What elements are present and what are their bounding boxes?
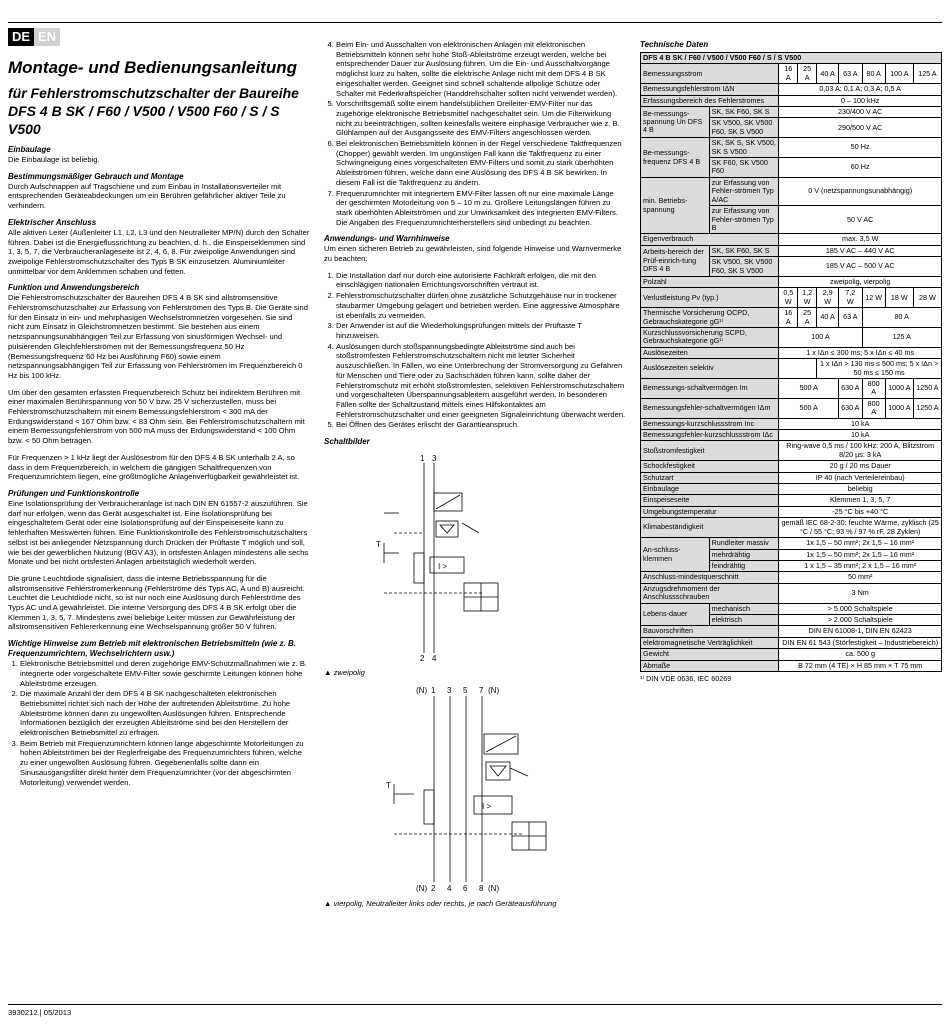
spec-value: 125 A <box>913 64 941 84</box>
language-switch <box>8 28 60 46</box>
spec-value: 7,2 W <box>839 288 862 308</box>
spec-label: Schockfestigkeit <box>641 461 779 472</box>
spec-value: 1x 1,5 – 50 mm²; 2x 1,5 – 16 mm² <box>779 549 942 560</box>
wichtig-list-continued <box>324 40 626 227</box>
tech-table <box>640 52 942 672</box>
spec-value: 100 A <box>779 327 862 347</box>
spec-value: 40 A <box>817 64 839 84</box>
d2-bottom-4: 4 <box>447 884 452 894</box>
spec-value: 60 Hz <box>779 158 942 178</box>
section-paragraph: Durch Aufschnappen auf Tragschiene und zum Einbau in Installationsverteiler mit entsprechenden Geräteabdeckungen um ein Berühren gefährlicher aktiver Teile zu verhindern. <box>8 181 286 211</box>
spec-label: elektrisch <box>709 614 779 625</box>
spec-value: > 2.000 Schaltspiele <box>779 614 942 625</box>
spec-label: An-schluss-klemmen <box>641 538 710 572</box>
column-3 <box>640 40 942 683</box>
spec-value: 25 A <box>798 308 817 328</box>
spec-label: Bemessungsfehlerstrom IΔN <box>641 84 779 95</box>
spec-value: 1 x IΔn > 130 ms ≤ 500 ms; 5 x IΔn > 50 ms ≤ 150 ms <box>817 359 942 379</box>
spec-label: SK F60, SK V500 F60 <box>709 158 779 178</box>
spec-label: min. Betriebs-spannung <box>641 177 710 233</box>
wichtig-item: 3. Beim Betrieb mit Frequenzumrichtern können lange abgeschirmte Motorleitungen zu hohen Ableitströmen bei der Reglerfreigabe des Frequenzumrichters führen, welche zu einer ungewollten Auslösung führen. Gegebenenfalls sollte dann ein Sinusausgangsfilter direkt hinter dem Frequenzumrichter (vor der abgeschirmten Motorleitung) verwendet werden. <box>20 739 310 788</box>
spec-value: 10 kA <box>779 418 942 429</box>
spec-label: Be-messungs-spannung Un DFS 4 B <box>641 107 710 138</box>
wichtig-item: 7. Frequenzumrichter mit integriertem EMV-Filter lassen oft nur eine maximale Länge der geschirmten Motorleitung von 5 – 10 m zu. Größere Leitungslängen führen zu stark überhöhten Ableitströmen und zur Unwirksamkeit des integrierten EMV-Filters. Die Angaben des Frequenzumrichterherstellers sind unbedingt zu beachten. <box>336 189 626 228</box>
wichtig-item: 6. Bei elektronischen Betriebsmitteln können in der Regel verschiedene Taktfrequenzen (Chopper) gewählt werden. Im ungünstigen Fall kann die Taktfrequenz zu einer Schwingneigung eines vorgeschalteten EMV-Filters und somit zu stark überhöhten Ableitströmen führen, welche dann eine Auslösung des DFS 4 B SK bewirken. In diesem Fall ist die Taktfrequenz zu ändern. <box>336 139 626 188</box>
warnhinweise-intro: Um einen sicheren Betrieb zu gewährleisten, sind folgende Hinweise und Warnvermerke zu beachten: <box>324 244 622 264</box>
spec-label: Lebens-dauer <box>641 603 710 626</box>
spec-label: SK, SK F60, SK S <box>709 245 779 256</box>
section-paragraph: Eine Isolationsprüfung der Verbraucheranlage ist nach DIN EN 61557-2 auszuführen. Sie darf nur erfolgen, wenn das Gerät ausgeschaltet ist. Eine Isolationsprüfung bei eingeschaltetem Gerät oder eine Isolationsprüfung auf der Einspeiseseite kann zu fehlerhaften Messwerten führen. Eine Funktionskontrolle des Fehlerstromschutzschalters selbst ist bei anliegender Netzspannung durch Drücken der Prüftaste T möglich und soll, wie bei der gewerblichen Nutzung (BGV A3), in ortsfesten Anlagen mindestens alle sechs Monate und bei nicht ortsfesten Anlagen arbeitstäglich wiederholt werden. <box>8 498 309 567</box>
spec-label: Abmaße <box>641 660 779 671</box>
spec-value: 500 A <box>779 379 839 399</box>
spec-label: zur Erfassung von Fehler-strömen Typ B <box>709 206 779 234</box>
d2-bottom-6: 6 <box>463 884 468 894</box>
spec-value: beliebig <box>779 484 942 495</box>
spec-value: 1 x IΔn ≤ 300 ms; 5 x IΔn ≤ 40 ms <box>779 347 942 358</box>
spec-label: Schutzart <box>641 472 779 483</box>
document-subtitle: für Fehlerstromschutzschalter der Baureihe DFS 4 B SK / F60 / V500 / V500 F60 / S / S V500 <box>8 85 299 137</box>
spec-label: Auslösezeiten <box>641 347 779 358</box>
spec-label: Anzugsdrehmoment der Anschlussschrauben <box>641 583 779 603</box>
section-paragraph: Für Frequenzen > 1 kHz liegt der Auslösestrom für den DFS 4 B SK unterhalb 2 A, so dass in dem Frequenzbereich, in welchem die gängigen Schaltfrequenzen von Frequenzumrichtern liegen, eine größtmögliche Anlagenverfügbarkeit gewährleistet ist. <box>8 452 300 482</box>
spec-value: 0 V (netzspannungsunabhängig) <box>779 177 942 205</box>
spec-label: Auslösezeiten selektiv <box>641 359 779 379</box>
spec-value: 100 A <box>885 64 913 84</box>
spec-label: SK V500, SK V500 F60, SK S V500 <box>709 257 779 277</box>
warn-item: 1. Die Installation darf nur durch eine autorisierte Fachkraft erfolgen, die mit den einschlägigen nationalen Errichtungsvorschriften vertraut ist. <box>336 271 626 290</box>
spec-value: DIN EN 61008-1, DIN EN 62423 <box>779 626 942 637</box>
d1-I-label: I > <box>438 562 448 572</box>
spec-value: ca. 500 g <box>779 649 942 660</box>
spec-value: 500 A <box>779 398 839 418</box>
warn-item: 4. Auslösungen durch stoßspannungsbedingte Ableitströme sind auch bei stoßstromfesten Fehlerstromschutzschaltern nicht mit letzter Sicherheit auszuschließen. In Fällen, wo eine Unterbrechung der Stromversorgung zu Gefahren für Menschen und Tiere oder zu Sachschäden führen kann, sollte daher der Fehlerstromschutz mit erhöht stoßstromfesten, selektiven Fehlerstromschutzschaltern und vorgeschalteten Überspannungsableitern ausgeführt werden. In besonderen Fällen sollte der Schaltzustand mittels eines Hilfskontaktes am Fehlerstromschutzschalter und einer geeigneten Signaleinrichtung überwacht werden. <box>336 342 626 420</box>
spec-label: Erfassungsbereich des Fehlerstromes <box>641 95 779 106</box>
spec-label: Verlustleistung Pv (typ.) <box>641 288 779 308</box>
spec-value: 50 V AC <box>779 206 942 234</box>
warn-item: 3. Der Anwender ist auf die Wiederholungsprüfungen mittels der Prüftaste T hinzuweisen. <box>336 321 626 340</box>
spec-label: Bemessungs-kurzschlussstrom Inc <box>641 418 779 429</box>
d2-top-1: 1 <box>431 686 436 696</box>
spec-label: Be-messungs-frequenz DFS 4 B <box>641 138 710 178</box>
spec-label: mehrdrähtig <box>709 549 779 560</box>
spec-value: 50 Hz <box>779 138 942 158</box>
diagram-vierpolig <box>364 684 554 894</box>
d2-top-N-right: (N) <box>488 686 500 696</box>
tech-title: Technische Daten <box>640 40 709 49</box>
spec-value: 0,03 A; 0,1 A; 0,3 A; 0,5 A <box>779 84 942 95</box>
spec-value: 10 kA <box>779 430 942 441</box>
spec-label: zur Erfassung von Fehler-strömen Typ A/AC <box>709 177 779 205</box>
spec-value: 25 A <box>798 64 817 84</box>
spec-label: Bemessungsstrom <box>641 64 779 84</box>
spec-value: 18 W <box>885 288 913 308</box>
spec-value: 630 A <box>839 398 862 418</box>
d1-test-T: T <box>376 540 381 550</box>
spec-value: DIN EN 61 543 (Störfestigkeit – Industriebereich) <box>779 637 942 648</box>
spec-value: 0 – 100 kHz <box>779 95 942 106</box>
d1-top-1: 1 <box>420 454 425 464</box>
spec-value: 1250 A <box>913 398 941 418</box>
spec-value: 1,2 W <box>798 288 817 308</box>
spec-value: 12 W <box>862 288 885 308</box>
spec-label: Bauvorschriften <box>641 626 779 637</box>
spec-value: 630 A <box>839 379 862 399</box>
spec-value: 1x 1,5 – 50 mm²; 2x 1,5 – 16 mm² <box>779 538 942 549</box>
spec-label: SK V500, SK V500 F60, SK S V500 <box>709 118 779 138</box>
spec-value: B 72 mm (4 TE) × H 85 mm × T 75 mm <box>779 660 942 671</box>
spec-label: Rundleiter massiv <box>709 538 779 549</box>
wichtig-heading: Wichtige Hinweise zum Betrieb mit elektronischen Betriebsmitteln (wie z. B. Frequenzumrichtern, Wechselrichtern usw.) <box>8 639 296 659</box>
spec-value: 800 A <box>862 379 885 399</box>
wichtig-list <box>8 659 310 787</box>
d1-caption: ▲ zweipolig <box>324 668 365 678</box>
spec-value: 40 A <box>817 308 839 328</box>
section-paragraph: Die Einbaulage ist beliebig. <box>8 155 100 164</box>
spec-label: Einspeiseseite <box>641 495 779 506</box>
schaltbilder-heading: Schaltbilder <box>324 437 370 447</box>
diagram-zweipolig <box>364 453 534 663</box>
spec-label: elektromagnetische Verträglichkeit <box>641 637 779 648</box>
spec-label: Bemessungsfehler-kurzschlussstrom IΔc <box>641 430 779 441</box>
spec-label: Eigenverbrauch <box>641 234 779 245</box>
d2-top-N-left: (N) <box>416 686 428 696</box>
section-paragraph: Die grüne Leuchtdiode signalisiert, dass die interne Betriebsspannung für die allstromsensitive Fehlerstromerkennung (Fehlerströme des Typs AC, A und B) ausreicht. Leuchtet die Leuchtdiode nicht, so ist nur noch eine Auslösung durch Fehlerströme des Typs AC und A gewährleistet. Die interne Versorgung des DFS 4 B SK erfolgt über die Klemmen 1, 3, 5, 7. Mindestens zwei beliebige Leiter müssen zur Gewährleistung der allstromsensitiven Fehlererkennung eine Wechselspannung größer 50 V führen. <box>8 573 305 632</box>
spec-value: 28 W <box>913 288 941 308</box>
spec-value: 1000 A <box>885 379 913 399</box>
spec-value: 50 mm² <box>779 572 942 583</box>
spec-label: Polzahl <box>641 276 779 287</box>
d1-bottom-4: 4 <box>432 654 437 664</box>
spec-label: Klimabeständigkeit <box>641 518 779 538</box>
document-footer: 3930212 | 05/2013 <box>8 1008 72 1017</box>
spec-value: Ring-wave 0,5 ms / 100 kHz: 200 A, Blitzstrom 8/20 µs: 3 kA <box>779 441 942 461</box>
spec-label: SK, SK S, SK V500, SK S V500 <box>709 138 779 158</box>
d2-bottom-2: 2 <box>431 884 436 894</box>
spec-value: 80 A <box>862 308 941 328</box>
spec-value: 16 A <box>779 64 798 84</box>
spec-value: 800 A <box>862 398 885 418</box>
spec-value: 1250 A <box>913 379 941 399</box>
spec-label: Einbaulage <box>641 484 779 495</box>
spec-value: 290/500 V AC <box>779 118 942 138</box>
spec-value: 63 A <box>839 64 862 84</box>
wichtig-item: 4. Beim Ein- und Ausschalten von elektronischen Anlagen mit elektronischen Betriebsmitteln können sehr hohe Stoß-Ableitströme erzeugt werden, welche bei entsprechender Dauer zur Auslösung führen. Um die Ein- und Ausschaltvorgänge möglichst kurz zu halten, sollte die elektrische Anlage nicht mit dem DFS 4 B SK eingeschaltet werden. Geeignet sind schnell schaltende allpolige Schütze oder Schalter mit Federkraftspeicher (Handdrehschalter sollten nicht verwendet werden). <box>336 40 626 98</box>
wichtig-item: 1. Elektronische Betriebsmittel und deren zugehörige EMV-Schutzmaßnahmen wie z. B. integrierte oder vorgeschaltete EMV-Filter sowie geschirmte Leitungen können hohe Ableitströme erzeugen. <box>20 659 310 688</box>
spec-value: 2,9 W <box>817 288 839 308</box>
warn-item: 5. Bei Öffnen des Gerätes erlischt der Garantieanspruch. <box>336 420 626 430</box>
top-rule <box>8 22 942 23</box>
spec-value: Klemmen 1, 3, 5, 7 <box>779 495 942 506</box>
d2-test-T: T <box>386 781 391 791</box>
spec-value: 185 V AC – 440 V AC <box>779 245 942 256</box>
spec-value: 0,5 W <box>779 288 798 308</box>
section-paragraph: Um über den gesamten erfassten Frequenzbereich Schutz bei indirektem Berühren mit einer maximalen Berührspannung von 50 V bzw. 25 V sicherzustellen, muss bei Fehlerstromschutzschaltern mit einem Bemessungsfehlerstrom < 300 mA der Erdungswiderstand < 167 Ohm bzw. < 83 Ohm sein. Bei Fehlerstromschutzschaltern mit einem Bemessungsfehlerstrom von 500 mA muss der Erdungswiderstand < 100 Ohm bzw. < 50 Ohm betragen. <box>8 387 305 446</box>
spec-value: 230/400 V AC <box>779 107 942 118</box>
d1-top-3: 3 <box>432 454 437 464</box>
spec-value: 185 V AC – 500 V AC <box>779 257 942 277</box>
section-heading: Bestimmungsmäßiger Gebrauch und Montage <box>8 171 184 181</box>
section-heading: Prüfungen und Funktionskontrolle <box>8 488 140 498</box>
spec-value: IP 40 (nach Verteilereinbau) <box>779 472 942 483</box>
spec-value: > 5.000 Schaltspiele <box>779 603 942 614</box>
bottom-rule <box>8 1004 942 1005</box>
warn-item: 2. Fehlerstromschutzschalter dürfen ohne zusätzliche Schutzgehäuse nur in trockener staubarmer Umgebung gelagert und betrieben werden. Eine aggressive Atmosphäre ist ebenfalls zu vermeiden. <box>336 291 626 320</box>
column-2 <box>324 40 626 909</box>
d2-top-5: 5 <box>463 686 468 696</box>
spec-value: 63 A <box>839 308 862 328</box>
tech-footnote: ¹⁾ DIN VDE 0636, IEC 60269 <box>640 673 732 683</box>
sections <box>8 145 310 632</box>
spec-value: max. 3,5 W <box>779 234 942 245</box>
lang-en[interactable]: EN <box>34 28 60 46</box>
spec-label: Kurzschlussvorsicherung SCPD, Gebrauchskategorie gG¹⁾ <box>641 327 779 347</box>
spec-label: Bemessungs-schaltvermögen Im <box>641 379 779 399</box>
spec-value: -25 °C bis +40 °C <box>779 506 942 517</box>
section-heading: Funktion und Anwendungsbereich <box>8 283 140 293</box>
spec-value: 1000 A <box>885 398 913 418</box>
d2-I-label: I > <box>482 802 492 812</box>
spec-value: 3 Nm <box>779 583 942 603</box>
spec-label: SK, SK F60, SK S <box>709 107 779 118</box>
wichtig-item: 2. Die maximale Anzahl der dem DFS 4 B SK nachgeschalteten elektronischen Betriebsmittel richtet sich nach der Höhe der auftretenden Ableitströme. Zu hohe Ableitströme können dann zu ungewollten Auslösungen führen. Entsprechende Informationen bezüglich der erzeugten Ableitströme sind bei den Herstellern der elektronischen Betriebsmittel zu erfragen. <box>20 689 310 738</box>
section-paragraph: Die Fehlerstromschutzschalter der Baureihen DFS 4 B SK sind allstromsensitive Fehlerstromschutzschalter zur Erfassung von Fehlerströmen des Typs B. Die Geräte sind für den Einsatz in ein- und mehrphasigen Wechselstromnetzen vorgesehen. Sie sind nicht zum Einsatz in Gleichstromnetzen bestimmt. Sie bestehen aus einem netzspannungsunabhängigen Teil zur Erfassung von sinusförmigen Wechsel- und pulsierenden Gleichfehlerströmen mit der Bemessungsfrequenz 50 Hz (Bemessungsfrequenz 60 Hz bei Ausführung F60) sowie einem netzspannungsabhängigen Teil zur Erfassung von Fehlerströmen im Frequenzbereich 0 Hz bis 100 kHz. <box>8 293 308 380</box>
spec-label: Bemessungsfehler-schaltvermögen IΔm <box>641 398 779 418</box>
lang-de[interactable]: DE <box>8 28 34 46</box>
spec-value: gemäß IEC 68-2-30: feuchte Wärme, zyklisch (25 °C / 55 °C; 93 % / 97 % rF, 28 Zyklen) <box>779 518 942 538</box>
spec-value: 1 x 1,5 – 35 mm²; 2 x 1,5 – 16 mm² <box>779 560 942 571</box>
spec-value: 80 A <box>862 64 885 84</box>
spec-label: Umgebungstemperatur <box>641 506 779 517</box>
tech-header: DFS 4 B SK / F60 / V500 / V500 F60 / S / S V500 <box>641 53 942 64</box>
d1-bottom-2: 2 <box>420 654 425 664</box>
warnhinweise-heading: Anwendungs- und Warnhinweise <box>324 234 450 244</box>
spec-label: Thermische Vorsicherung OCPD, Gebrauchskategorie gG¹⁾ <box>641 308 779 328</box>
spec-label: mechanisch <box>709 603 779 614</box>
section-heading: Einbaulage <box>8 145 51 154</box>
spec-label: Anschluss-mindestquerschnitt <box>641 572 779 583</box>
spec-label: feindrähtig <box>709 560 779 571</box>
spec-label: Stoßstromfestigkeit <box>641 441 779 461</box>
d2-top-3: 3 <box>447 686 452 696</box>
spec-value: 16 A <box>779 308 798 328</box>
d2-bottom-8: 8 <box>479 884 484 894</box>
spec-value: zweipolig, vierpolig <box>779 276 942 287</box>
wichtig-item: 5. Vorschriftsgemäß sollte einem handelsüblichen Dreileiter-EMV-Filter nur das zugehörige elektronische Betriebsmittel nachgeschaltet sein. Um die Filterwirkung nicht zu beeinträchtigen, sollten keinesfalls weitere einphasige Verbraucher wie z. B. Glühlampen auf der Ausgangsseite des EMV-Filters angeschlossen werden. <box>336 99 626 138</box>
section-paragraph: Alle aktiven Leiter (Außenleiter L1, L2, L3 und den Neutralleiter MP/N) durch den Schalter führen. Dabei ist die Energieflussrichtung zu beachten, d. h., die Einspeiseklemmen sind 1, 3, 5, 7, die Verbraucheranlageseite ist 2, 4, 6, 8. Für zweipolige Anwendungen sind zweipolige Fehlerstromschutzschalter des Typs B SK einzusetzen. Aluminiumleiter unmittelbar vor dem Anklemmen schaben und fetten. <box>8 227 310 276</box>
d2-top-7: 7 <box>479 686 484 696</box>
column-1 <box>8 58 310 788</box>
spec-value: 125 A <box>862 327 941 347</box>
warnhinweise-list <box>324 271 626 430</box>
d2-bottom-N-left: (N) <box>416 884 428 894</box>
document-title: Montage- und Bedienungsanleitung <box>8 58 297 77</box>
d2-bottom-N-right: (N) <box>488 884 500 894</box>
section-heading: Elektrischer Anschluss <box>8 217 97 227</box>
spec-label: Gewicht <box>641 649 779 660</box>
spec-label: Arbeits-bereich der Prüf-einrich-tung DFS 4 B <box>641 245 710 276</box>
spec-value: 20 g / 20 ms Dauer <box>779 461 942 472</box>
d2-caption: ▲ vierpolig, Neutralleiter links oder rechts, je nach Geräteausführung <box>324 899 557 909</box>
spec-value <box>779 359 817 379</box>
